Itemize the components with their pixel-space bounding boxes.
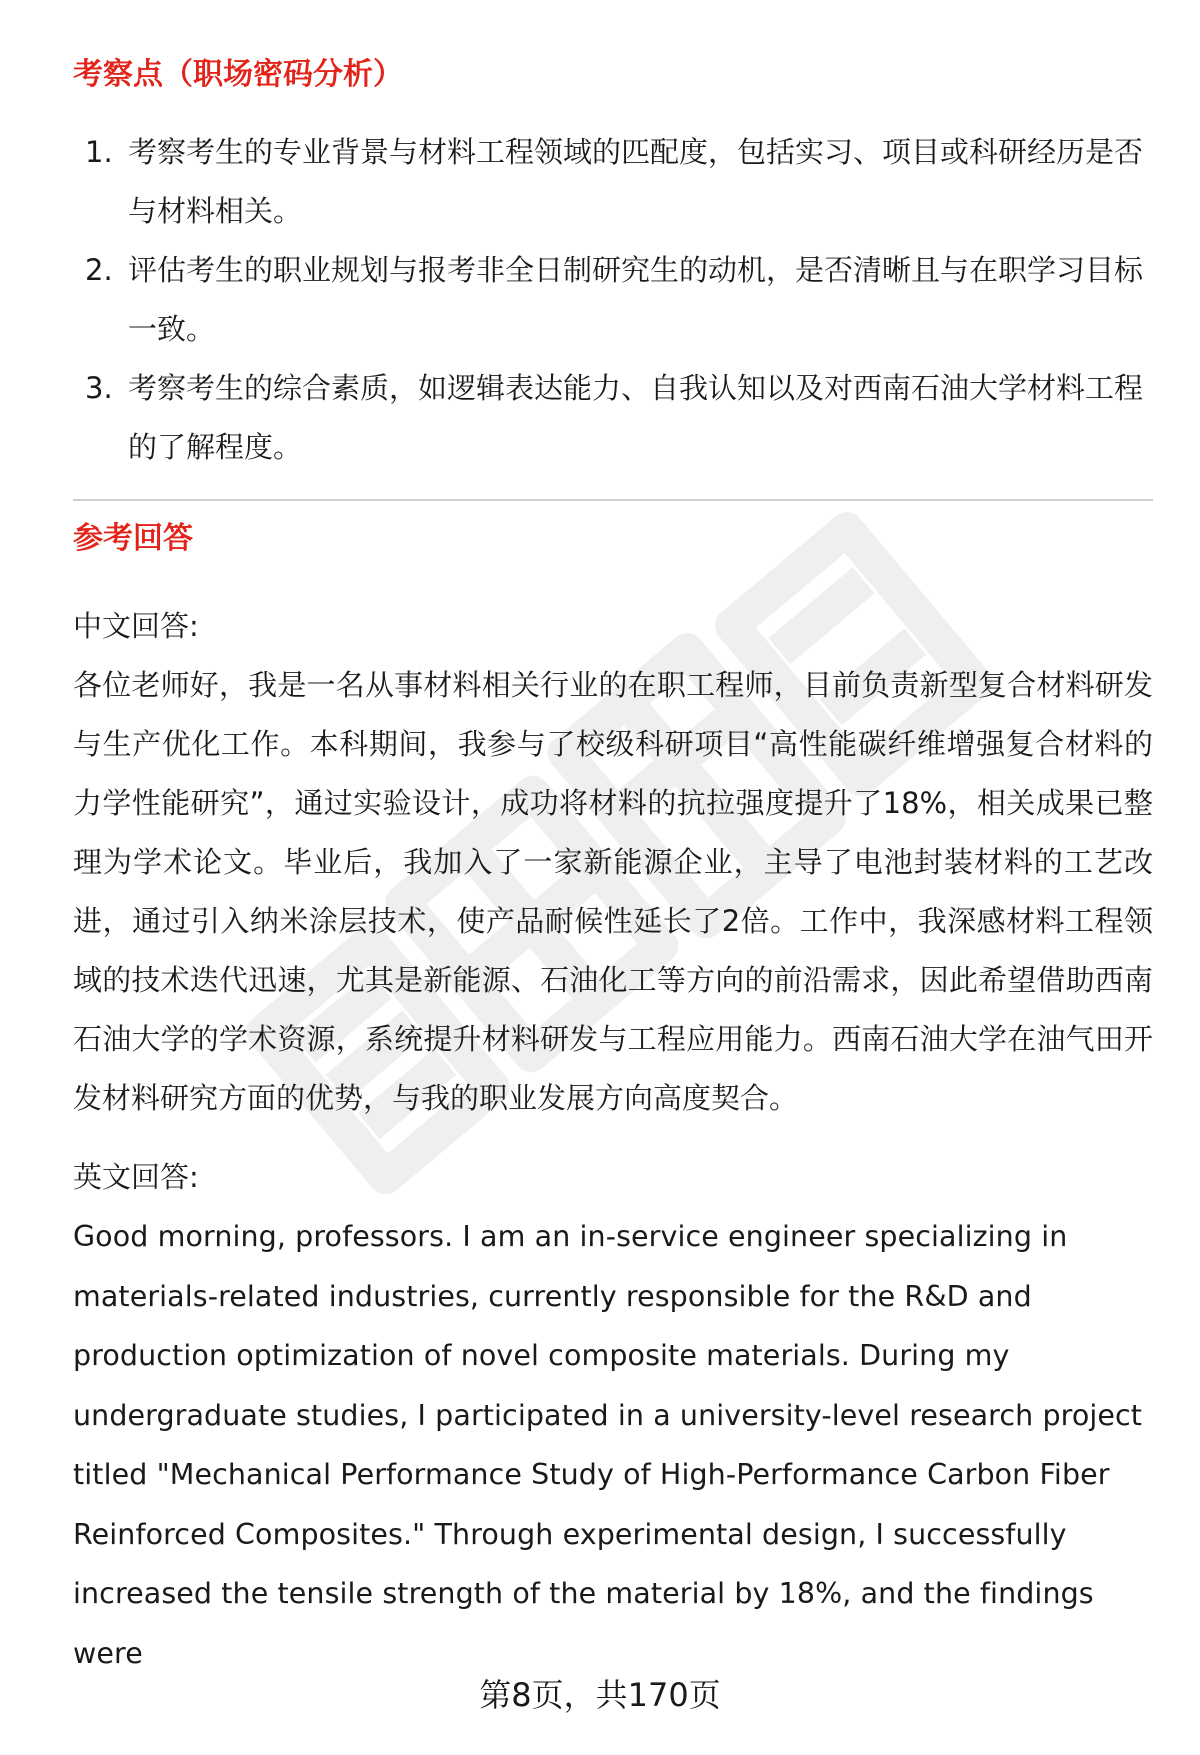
- list-item: [73, 359, 1153, 477]
- list-item: [73, 241, 1153, 359]
- english-answer-text: [73, 1207, 1153, 1683]
- section-title-reference-answer: 参考回答: [73, 521, 193, 556]
- list-item: [73, 123, 1153, 241]
- list-item-number: 2.: [85, 253, 113, 287]
- english-answer-line: titled "Mechanical Performance Study of High-Performance Carbon Fiber: [73, 1458, 1110, 1491]
- english-answer-line: production optimization of novel composite materials. During my: [73, 1339, 1010, 1372]
- english-answer-line: Reinforced Composites." Through experimental design, I successfully: [73, 1517, 1067, 1551]
- list-item-text: 考察考生的专业背景与材料工程领域的匹配度，包括实习、项目或科研经历是否与材料相关。: [128, 135, 1144, 228]
- section-divider: [73, 499, 1153, 501]
- section-title-focus-points: 考察点（职场密码分析）: [73, 57, 403, 92]
- chinese-answer-text: 各位老师好，我是一名从事材料相关行业的在职工程师，目前负责新型复合材料研发与生产优化工作。本科期间，我参与了校级科研项目“高性能碳纤维增强复合材料的力学性能研究”，通过实验设计，成功将材料的抗拉强度提升了18%，相关成果已整理为学术论文。毕业后，我加入了一家新能源企业，主导了电池封装材料的工艺改进，通过引入纳米涂层技术，使产品耐候性延长了2倍。工作中，我深感材料工程领域的技术迭代迅速，尤其是新能源、石油化工等方向的前沿需求，因此希望借助西南石油大学的学术资源，系统提升材料研发与工程应用能力。西南石油大学在油气田开发材料研究方面的优势，与我的职业发展方向高度契合。: [73, 668, 1153, 1115]
- list-item-text: 考察考生的综合素质，如逻辑表达能力、自我认知以及对西南石油大学材料工程的了解程度。: [128, 371, 1144, 464]
- english-answer-line: Good morning, professors. I am an in-service engineer specializing in: [73, 1220, 1068, 1253]
- list-item-text: 评估考生的职业规划与报考非全日制研究生的动机，是否清晰且与在职学习目标一致。: [128, 253, 1144, 346]
- english-answer-label: 英文回答:: [73, 1160, 199, 1194]
- english-answer-line: increased the tensile strength of the material by 18%, and the findings were: [73, 1577, 1094, 1670]
- list-item-number: 1.: [85, 135, 113, 169]
- chinese-answer-label: 中文回答:: [73, 609, 199, 643]
- english-answer-line: materials-related industries, currently responsible for the R&D and: [73, 1279, 1032, 1313]
- page-number-footer: 第8页，共170页: [479, 1676, 721, 1714]
- document-page: [73, 55, 1153, 1683]
- english-answer-line: undergraduate studies, I participated in a university-level research project: [73, 1398, 1143, 1432]
- list-item-number: 3.: [85, 371, 113, 405]
- focus-points-list: [73, 123, 1153, 477]
